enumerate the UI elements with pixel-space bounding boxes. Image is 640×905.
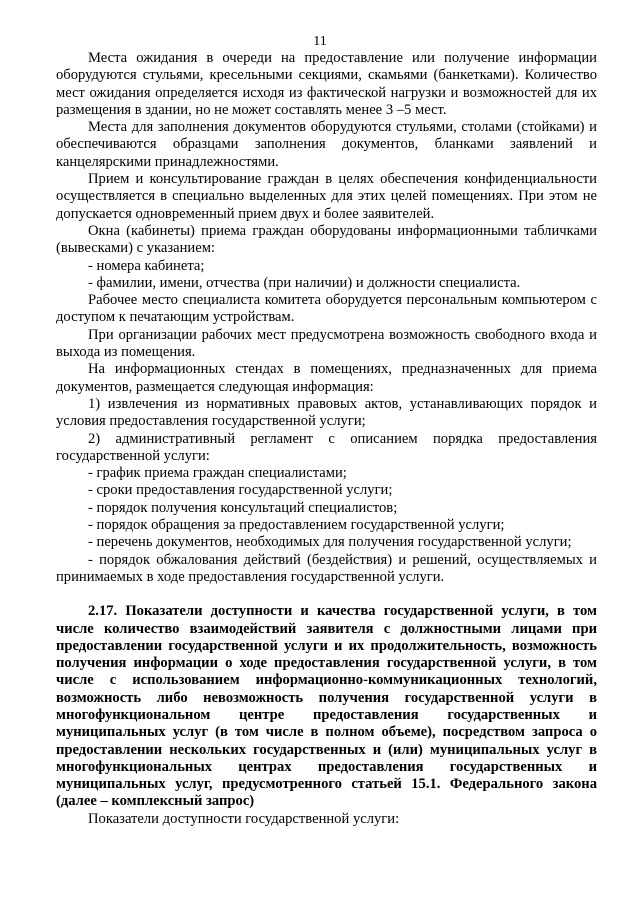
page-number: 11 xyxy=(313,34,327,49)
paragraph-reception: Прием и консультирование граждан в целях обеспечения конфиденциальности осуществляется в специально выделенных для этих целей помещениях. При этом не допускается одновременный прием двух и более заявителей. xyxy=(56,171,597,222)
list-item-room-number: - номера кабинета; xyxy=(88,257,205,274)
list-item-documents-list: - перечень документов, необходимых для получения государственной услуги; xyxy=(88,534,572,551)
list-item-admin-regulation: 2) административный регламент с описанием порядка предоставления государственной услуги: xyxy=(56,430,597,464)
paragraph-workplace: Рабочее место специалиста комитета оборудуется персональным компьютером с доступом к печатающим устройствам. xyxy=(56,292,597,326)
paragraph-info-stands: На информационных стендах в помещениях, предназначенных для приема документов, размещается следующая информация: xyxy=(56,361,597,395)
list-item-schedule: - график приема граждан специалистами; xyxy=(88,465,347,482)
list-item-deadlines: - сроки предоставления государственной услуги; xyxy=(88,482,393,499)
paragraph-document-filling-places: Места для заполнения документов оборудуются стульями, столами (стойками) и обеспечиваются образцами заполнения документов, бланками заявлений и канцелярскими принадлежностями. xyxy=(56,119,597,170)
list-item-appeal-procedure: - порядок обжалования действий (бездействия) и решений, осуществляемых и принимаемых в ходе предоставления государственной услуги. xyxy=(56,551,597,585)
paragraph-accessibility-indicators: Показатели доступности государственной услуги: xyxy=(88,810,400,827)
list-item-specialist-name: - фамилии, имени, отчества (при наличии) и должности специалиста. xyxy=(88,274,521,291)
list-item-legal-extracts: 1) извлечения из нормативных правовых актов, устанавливающих порядок и условия предоставления государственной услуги; xyxy=(56,395,597,430)
list-item-application-procedure: - порядок обращения за предоставлением государственной услуги; xyxy=(88,517,505,534)
section-heading: 2.17. Показатели доступности и качества государственной услуги, в том числе количество взаимодействий заявителя с должностными лицами при предоставлении государственной услуги и их продолжительность, возможность получения информации о ходе предоставления государственной услуги, в том числе с использованием информационно-коммуникационных технологий, возможность либо невозможность получения государственной услуги в многофункциональном центре предоставления государственных и муниципальных услуг (в том числе в полном объеме), посредством запроса о предоставлении нескольких государственных и (или) муниципальных услуг в многофункциональных центрах предоставления государственных и муниципальных услуг, предусмотренного статьей 15.1. Федерального закона (далее – комплексный запрос) xyxy=(56,603,597,810)
paragraph-waiting-places: Места ожидания в очереди на предоставление или получение информации оборудуются стульями, кресельными секциями, скамьями (банкетками). Количество мест ожидания определяется исходя из фактической нагрузки и возможностей для их размещения в здании, но не может составлять менее 3 –5 мест. xyxy=(56,50,597,118)
document-body xyxy=(56,50,597,828)
paragraph-window-signs: Окна (кабинеты) приема граждан оборудованы информационными табличками (вывесками) с указанием: xyxy=(56,222,597,257)
section-spacer xyxy=(56,586,597,603)
list-item-consultations: - порядок получения консультаций специалистов; xyxy=(88,499,398,516)
paragraph-free-access: При организации рабочих мест предусмотрена возможность свободного входа и выхода из помещения. xyxy=(56,326,597,361)
